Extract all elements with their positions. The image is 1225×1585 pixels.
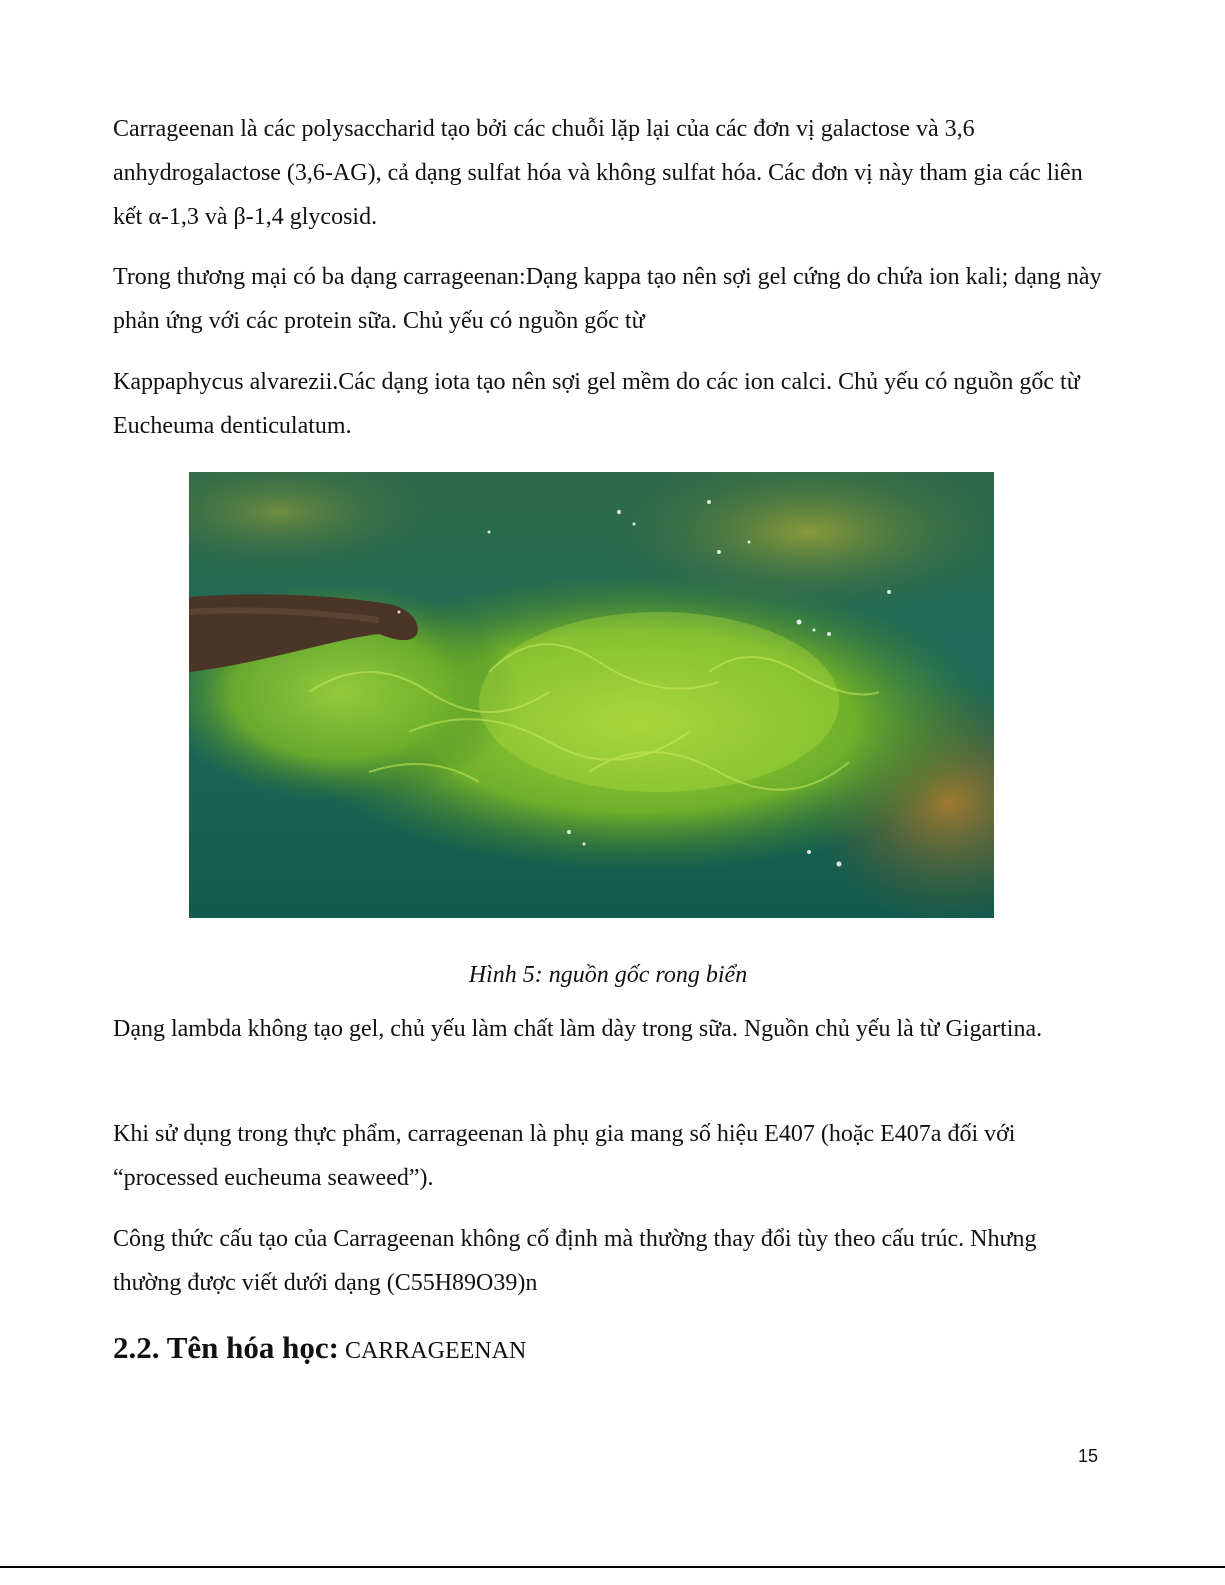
paragraph-formula: Công thức cấu tạo của Carrageenan không cố định mà thường thay đổi tùy theo cấu trúc. Nhưng thường được viết dưới dạng (C55H89O39)n (113, 1226, 1037, 1296)
paragraph-lambda-form: Dạng lambda không tạo gel, chủ yếu làm chất làm dày trong sữa. Nguồn chủ yếu là từ Gigartina. (113, 1016, 1043, 1042)
section-heading-value: CARRAGEENAN (344, 1338, 527, 1364)
figure-caption: Hình 5: nguồn gốc rong biển (468, 962, 748, 988)
section-heading (113, 1324, 1103, 1375)
paragraph-food-additive: Khi sử dụng trong thực phẩm, carrageenan là phụ gia mang số hiệu E407 (hoặc E407a đối với “processed eucheuma seaweed”). (113, 1121, 1016, 1191)
paragraph-iota-form: Kappaphycus alvarezii.Các dạng iota tạo nên sợi gel mềm do các ion calci. Chủ yếu có nguồn gốc từ Eucheuma denticulatum. (113, 369, 1080, 439)
seaweed-photo (189, 472, 994, 918)
section-heading-title: 2.2. Tên hóa học: (113, 1330, 339, 1365)
bottom-divider (0, 1566, 1225, 1568)
paragraph-carrageenan-definition: Carrageenan là các polysaccharid tạo bởi các chuỗi lặp lại của các đơn vị galactose và 3,6 anhydrogalactose (3,6-AG), cả dạng sulfat hóa và không sulfat hóa. Các đơn vị này tham gia các liên kết α-1,3 và β-1,4 glycosid. (113, 116, 1083, 230)
page-number: 15 (1077, 1446, 1098, 1466)
paragraph-commercial-forms: Trong thương mại có ba dạng carrageenan:Dạng kappa tạo nên sợi gel cứng do chứa ion kali; dạng này phản ứng với các protein sữa. Chủ yếu có nguồn gốc từ (113, 264, 1102, 334)
